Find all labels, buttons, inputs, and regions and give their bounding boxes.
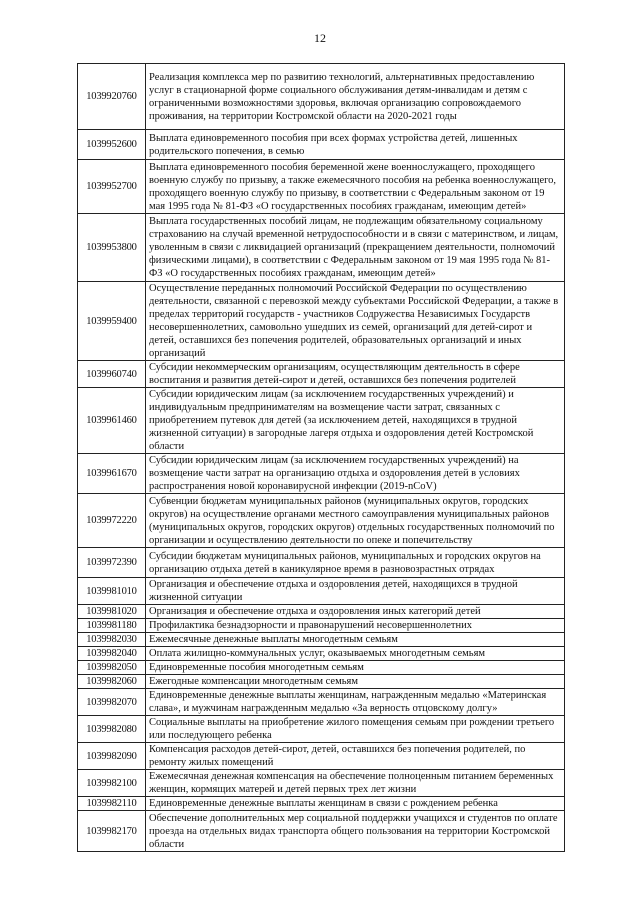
row-code: 1039982050 [78,661,146,675]
table-row [78,548,565,578]
row-name: Субсидии юридическим лицам (за исключением государственных учреждений) и индивидуальным предпринимателям на возмещение части затрат, связанных с приобретением путевок для детей (за исключением детей, находящихся в трудной жизненной ситуации) в загородные лагеря отдыха и оздоровления детей Костромской области [146,388,565,454]
table-row [78,647,565,661]
row-code: 1039982070 [78,689,146,716]
row-name: Осуществление переданных полномочий Российской Федерации по осуществлению деятельности, связанной с перевозкой между субъектами Российской Федерации, а также в пределах территорий государств - участников Содружества Независимых Государств несовершеннолетних, самовольно ушедших из семей, организаций для детей-сирот и детей, оставшихся без попечения родителей, образовательных организаций и иных организаций [146,282,565,361]
row-code: 1039982080 [78,716,146,743]
row-name: Выплата единовременного пособия при всех формах устройства детей, лишенных родительского попечения, в семью [146,130,565,160]
table-row [78,64,565,130]
table-row [78,797,565,811]
table-row [78,619,565,633]
row-code: 1039981020 [78,605,146,619]
row-name: Ежегодные компенсации многодетным семьям [146,675,565,689]
table-row [78,454,565,494]
row-code: 1039952600 [78,130,146,160]
row-code: 1039952700 [78,160,146,214]
budget-classification-table [77,63,565,852]
row-code: 1039972220 [78,494,146,548]
table-row [78,743,565,770]
table-row [78,214,565,282]
row-name: Ежемесячные денежные выплаты многодетным семьям [146,633,565,647]
row-name: Субсидии некоммерческим организациям, осуществляющим деятельность в сфере воспитания и развития детей-сирот и детей, оставшихся без попечения родителей [146,361,565,388]
table-row [78,633,565,647]
page-number: 12 [314,31,326,45]
row-code: 1039961670 [78,454,146,494]
row-name: Единовременные денежные выплаты женщинам, награжденным медалью «Материнская слава», и мужчинам награжденным медалью «За верность отцовскому долгу» [146,689,565,716]
row-name: Субсидии бюджетам муниципальных районов, муниципальных и городских округов на организацию отдыха детей в каникулярное время в разновозрастных отрядах [146,548,565,578]
row-code: 1039959400 [78,282,146,361]
table-row [78,388,565,454]
row-code: 1039982110 [78,797,146,811]
row-name: Оплата жилищно-коммунальных услуг, оказываемых многодетным семьям [146,647,565,661]
row-code: 1039961460 [78,388,146,454]
row-name: Единовременные денежные выплаты женщинам в связи с рождением ребенка [146,797,565,811]
row-code: 1039982060 [78,675,146,689]
row-name: Выплата государственных пособий лицам, не подлежащим обязательному социальному страхованию на случай временной нетрудоспособности и в связи с материнством, и лицам, уволенным в связи с ликвидацией организаций (прекращением деятельности, полномочий физическими лицами), в соответствии с Федеральным законом от 19 мая 1995 года № 81-ФЗ «О государственных пособиях гражданам, имеющим детей» [146,214,565,282]
row-code: 1039982030 [78,633,146,647]
row-name: Компенсация расходов детей-сирот, детей, оставшихся без попечения родителей, по ремонту жилых помещений [146,743,565,770]
table-row [78,282,565,361]
row-code: 1039982100 [78,770,146,797]
table-body [78,64,565,852]
row-code: 1039960740 [78,361,146,388]
row-name: Выплата единовременного пособия беременной жене военнослужащего, проходящего военную службу по призыву, а также ежемесячного пособия на ребенка военнослужащего, проходящего военную службу по призыву, в соответствии с Федеральным законом от 19 мая 1995 года № 81-ФЗ «О государственных пособиях гражданам, имеющим детей» [146,160,565,214]
table-row [78,770,565,797]
table-row [78,675,565,689]
row-name: Реализация комплекса мер по развитию технологий, альтернативных предоставлению услуг в стационарной форме социального обслуживания детям-инвалидам и детям с ограниченными возможностями здоровья, включая организацию сопровождаемого проживания, на территории Костромской области на 2020-2021 годы [146,64,565,130]
row-code: 1039982170 [78,811,146,852]
row-name: Профилактика безнадзорности и правонарушений несовершеннолетних [146,619,565,633]
row-code: 1039982040 [78,647,146,661]
row-code: 1039982090 [78,743,146,770]
table-row [78,494,565,548]
row-name: Обеспечение дополнительных мер социальной поддержки учащихся и студентов по оплате проезда на отдельных видах транспорта общего пользования на территории Костромской области [146,811,565,852]
table-row [78,716,565,743]
row-name: Субсидии юридическим лицам (за исключением государственных учреждений) на возмещение части затрат на организацию отдыха и оздоровления детей в условиях распространения новой коронавирусной инфекции (2019-nCoV) [146,454,565,494]
row-name: Социальные выплаты на приобретение жилого помещения семьям при рождении третьего или последующего ребенка [146,716,565,743]
table-row [78,361,565,388]
table-row [78,578,565,605]
table-row [78,130,565,160]
row-code: 1039981010 [78,578,146,605]
row-code: 1039953800 [78,214,146,282]
row-name: Организация и обеспечение отдыха и оздоровления детей, находящихся в трудной жизненной ситуации [146,578,565,605]
table-row [78,605,565,619]
table-row [78,661,565,675]
table-row [78,160,565,214]
row-code: 1039920760 [78,64,146,130]
row-name: Единовременные пособия многодетным семьям [146,661,565,675]
table-row [78,689,565,716]
row-name: Ежемесячная денежная компенсация на обеспечение полноценным питанием беременных женщин, кормящих матерей и детей первых трех лет жизни [146,770,565,797]
row-name: Организация и обеспечение отдыха и оздоровления иных категорий детей [146,605,565,619]
table-row [78,811,565,852]
row-code: 1039972390 [78,548,146,578]
row-code: 1039981180 [78,619,146,633]
row-name: Субвенции бюджетам муниципальных районов (муниципальных округов, городских округов) на осуществление органами местного самоуправления муниципальных районов (муниципальных округов, городских округов) отдельных государственных полномочий по организации и осуществлению деятельности по опеке и попечительству [146,494,565,548]
